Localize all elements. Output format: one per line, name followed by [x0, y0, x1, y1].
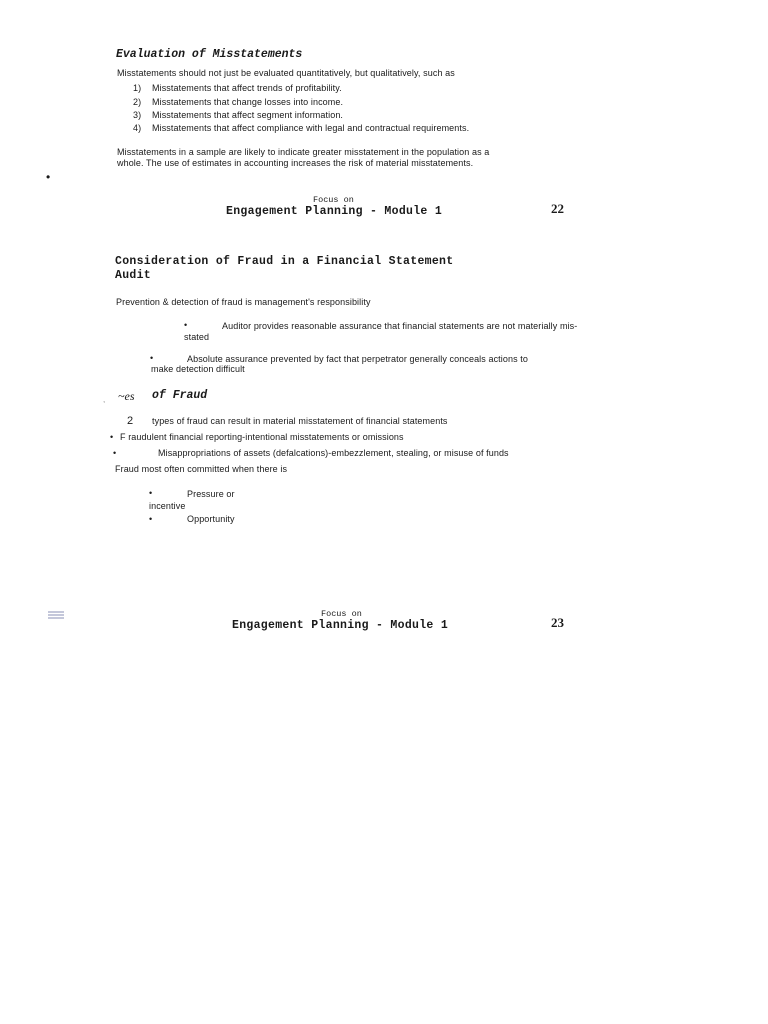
bullet-marker: • — [150, 353, 154, 363]
scan-mark: , — [103, 395, 106, 404]
bullet-marker: • — [184, 320, 188, 330]
page-number: 23 — [551, 615, 564, 630]
footer-title: Engagement Planning - Module 1 — [226, 205, 443, 218]
section-heading-evaluation: Evaluation of Misstatements — [116, 48, 303, 61]
list-number: 4) — [133, 123, 142, 133]
fraud-type-item: F raudulent financial reporting-intentional misstatements or omissions — [120, 432, 404, 442]
condition-item: Pressure or — [187, 489, 235, 499]
stray-bullet: • — [46, 170, 51, 184]
prevention-text: Prevention & detection of fraud is management's responsibility — [116, 297, 371, 307]
bullet-marker: • — [149, 488, 153, 498]
types-text: types of fraud can result in material misstatement of financial statements — [152, 416, 448, 426]
subheading-prefix: ~es — [118, 389, 135, 403]
bullet-marker: • — [113, 448, 117, 458]
list-item: Misstatements that affect compliance with legal and contractual requirements. — [152, 123, 470, 133]
bullet-text-cont: make detection difficult — [151, 364, 245, 374]
paragraph-line: Misstatements in a sample are likely to indicate greater misstatement in the population as a — [117, 147, 490, 157]
list-item: Misstatements that affect trends of profitability. — [152, 83, 342, 93]
footer-title: Engagement Planning - Module 1 — [232, 619, 449, 632]
list-item: Misstatements that change losses into income. — [152, 97, 344, 107]
list-number: 2) — [133, 97, 142, 107]
bullet-text: Auditor provides reasonable assurance that financial statements are not materially mis- — [222, 321, 578, 331]
bullet-text: Absolute assurance prevented by fact that perpetrator generally conceals actions to — [187, 354, 528, 364]
focus-label: Focus on — [313, 195, 354, 205]
list-item: Misstatements that affect segment information. — [152, 110, 344, 120]
menu-lines-icon — [48, 606, 64, 624]
paragraph-line: whole. The use of estimates in accounting increases the risk of material misstatements. — [117, 158, 474, 168]
bullet-marker: • — [149, 514, 153, 524]
section-heading-fraud-cont: Audit — [115, 269, 152, 282]
section-heading-fraud: Consideration of Fraud in a Financial Statement — [115, 255, 454, 268]
list-number: 3) — [133, 110, 142, 120]
fraud-type-item: Misappropriations of assets (defalcations)-embezzlement, stealing, or misuse of funds — [158, 448, 509, 458]
list-number: 1) — [133, 83, 142, 93]
bullet-marker: • — [110, 432, 114, 442]
page-number: 22 — [551, 201, 564, 216]
subheading-types-of-fraud: of Fraud — [152, 389, 208, 402]
condition-item: Opportunity — [187, 514, 235, 524]
condition-item-cont: incentive — [149, 501, 186, 511]
committed-text: Fraud most often committed when there is — [115, 464, 288, 474]
focus-label: Focus on — [321, 609, 362, 619]
intro-text: Misstatements should not just be evaluated quantitatively, but qualitatively, such as — [117, 68, 455, 78]
bullet-text-cont: stated — [184, 332, 210, 342]
types-number: 2 — [127, 415, 134, 427]
